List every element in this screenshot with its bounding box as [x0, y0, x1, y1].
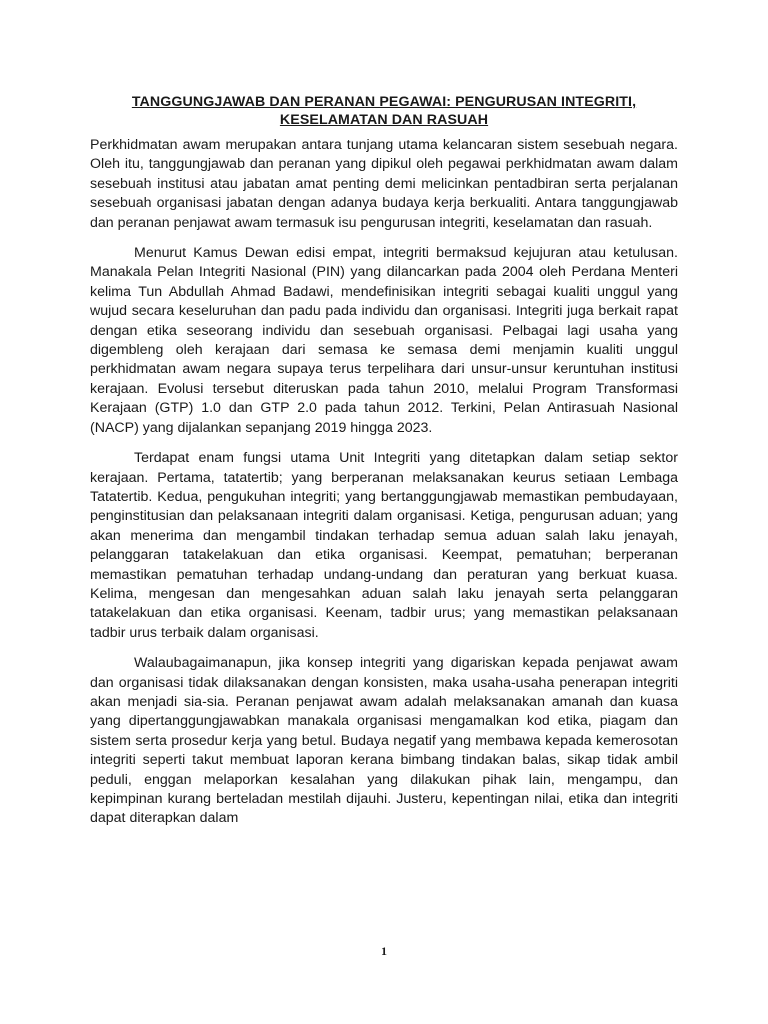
paragraph-functions: Terdapat enam fungsi utama Unit Integriti yang ditetapkan dalam setiap sektor kerajaan. Pertama, tatatertib; yang berperanan melaksanakan keurus setiaan Lembaga Tatatertib. Kedua, pengukuhan integriti; yang bertanggungjawab memastikan pembudayaan, penginstitusian dan pelaksanaan integriti dalam organisasi. Ketiga, pengurusan aduan; yang akan menerima dan mengambil tindakan terhadap semua aduan salah laku jenayah, pelanggaran tatakelakuan dan etika organisasi. Keempat, pematuhan; berperanan memastikan pematuhan terhadap undang-undang dan peraturan yang berkuat kuasa. Kelima, mengesan dan mengesahkan aduan salah laku jenayah serta pelanggaran tatakelakuan dan etika organisasi. Keenam, tadbir urus; yang memastikan pelaksanaan tadbir urus terbaik dalam organisasi. [90, 450, 678, 641]
document-body [90, 93, 678, 840]
document-title [90, 93, 678, 129]
title-line-2: KESELAMATAN DAN RASUAH [279, 112, 489, 128]
paragraph-definition: Menurut Kamus Dewan edisi empat, integriti bermaksud kejujuran atau ketulusan. Manakala Pelan Integriti Nasional (PIN) yang dilancarkan pada 2004 oleh Perdana Menteri kelima Tun Abdullah Ahmad Badawi, mendefinisikan integriti sebagai kualiti unggul yang wujud secara keseluruhan dan padu pada individu dan organisasi. Integriti juga berkait rapat dengan etika seseorang individu dan sesebuah organisasi. Pelbagai lagi usaha yang digembleng oleh kerajaan dari semasa ke semasa demi menjamin kualiti unggul perkhidmatan awam negara supaya terus terpelihara dari unsur-unsur keruntuhan institusi kerajaan. Evolusi tersebut diteruskan pada tahun 2010, melalui Program Transformasi Kerajaan (GTP) 1.0 dan GTP 2.0 pada tahun 2012. Terkini, Pelan Antirasuah Nasional (NACP) yang dijalankan sepanjang 2019 hingga 2023. [90, 245, 678, 436]
paragraph-challenges: Walaubagaimanapun, jika konsep integriti yang digariskan kepada penjawat awam dan organisasi tidak dilaksanakan dengan konsisten, maka usaha-usaha penerapan integriti akan menjadi sia-sia. Peranan penjawat awam adalah melaksanakan amanah dan kuasa yang dipertanggungjawabkan manakala organisasi mengamalkan kod etika, piagam dan sistem serta prosedur kerja yang betul. Budaya negatif yang membawa kepada kemerosotan integriti seperti takut membuat laporan kerana bimbang tindakan balas, sikap tidak ambil peduli, enggan melaporkan kesalahan yang dilakukan pihak lain, mengampu, dan kepimpinan kurang berteladan mestilah dijauhi. Justeru, kepentingan nilai, etika dan integriti dapat diterapkan dalam [90, 655, 678, 827]
title-line-1: TANGGUNGJAWAB DAN PERANAN PEGAWAI: PENGURUSAN INTEGRITI, [131, 94, 637, 110]
page-number: 1 [381, 944, 387, 958]
paragraph-intro: Perkhidmatan awam merupakan antara tunjang utama kelancaran sistem sesebuah negara. Oleh itu, tanggungjawab dan peranan yang dipikul oleh pegawai perkhidmatan awam dalam sesebuah institusi atau jabatan amat penting demi melicinkan pentadbiran serta perjalanan sesebuah organisasi jabatan dengan adanya budaya kerja berkualiti. Antara tanggungjawab dan peranan penjawat awam termasuk isu pengurusan integriti, keselamatan dan rasuah. [90, 137, 678, 231]
